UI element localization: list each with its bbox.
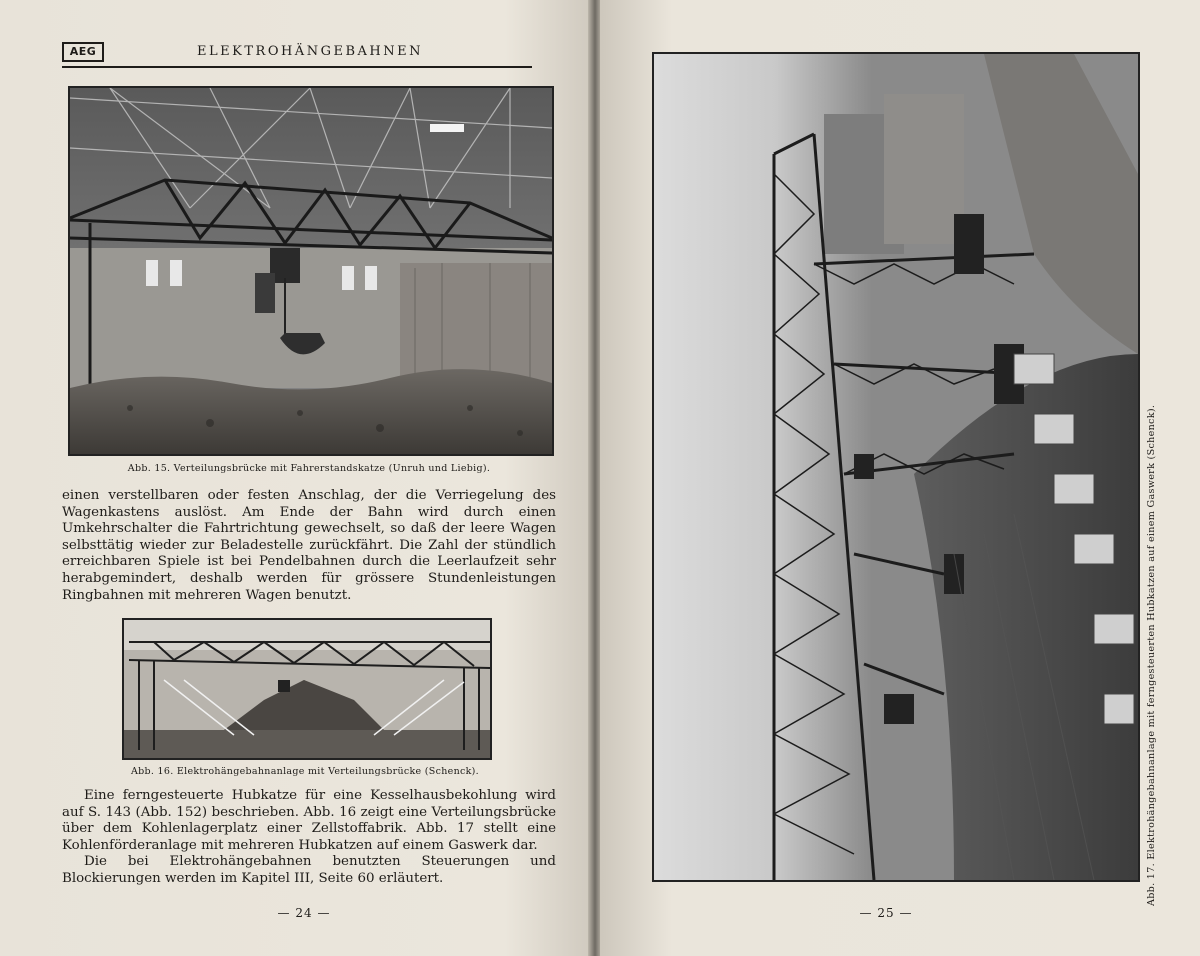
page-number-left: — 24 —: [277, 906, 331, 920]
paragraph-1: einen verstellbaren oder festen Anschlag, der die Verriegelung des Wagenkastens auslöst. Am Ende der Bahn wird durch einen Umkehrschalter die Fahrtrichtung gewechselt, so daß der leere Wagen selbsttätig wieder zur Beladestelle zurückfährt. Die Zahl der stündlich erreichbaren Spiele ist bei Pendelbahnen durch die Leerlaufzeit sehr herabgemindert, deshalb werden für grössere Stundenleistungen Ringbahnen mit mehreren Wagen benutzt.: [62, 488, 556, 603]
right-page: [600, 0, 1200, 956]
page-number-right: — 25 —: [859, 906, 913, 920]
paragraph-2: Eine ferngesteuerte Hubkatze für eine Kesselhausbekohlung wird auf S. 143 (Abb. 152) beschrieben. Abb. 16 zeigt eine Verteilungsbrücke über dem Kohlenlagerplatz einer Zellstoffabrik. Abb. 17 stellt eine Kohlenförderanlage mit mehreren Hubkatzen auf einem Gaswerk dar.: [62, 788, 556, 853]
left-page: [0, 0, 594, 956]
fig16-caption: Abb. 16. Elektrohängebahnanlage mit Verteilungsbrücke (Schenck).: [130, 766, 480, 777]
fig17-caption: Abb. 17. Elektrohängebahnanlage mit ferngesteuerten Hubkatzen auf einem Gaswerk (Schenck).: [1146, 404, 1157, 906]
fig15-caption: Abb. 15. Verteilungsbrücke mit Fahrerstandskatze (Unruh und Liebig).: [127, 463, 491, 474]
aeg-logo: AEG: [62, 42, 104, 62]
paragraph-3: Die bei Elektrohängebahnen benutzten Steuerungen und Blockierungen werden im Kapitel III, Seite 60 erläutert.: [62, 854, 556, 886]
running-head: ELEKTROHÄNGEBAHNEN: [197, 44, 423, 59]
fig16-illustration: [124, 620, 490, 758]
fig15-photo: [68, 86, 554, 456]
header-rule: [62, 66, 532, 68]
fig17-photo: [652, 52, 1140, 882]
fig15-illustration: [70, 88, 552, 454]
fig16-photo: [122, 618, 492, 760]
fig17-illustration: [654, 54, 1138, 880]
